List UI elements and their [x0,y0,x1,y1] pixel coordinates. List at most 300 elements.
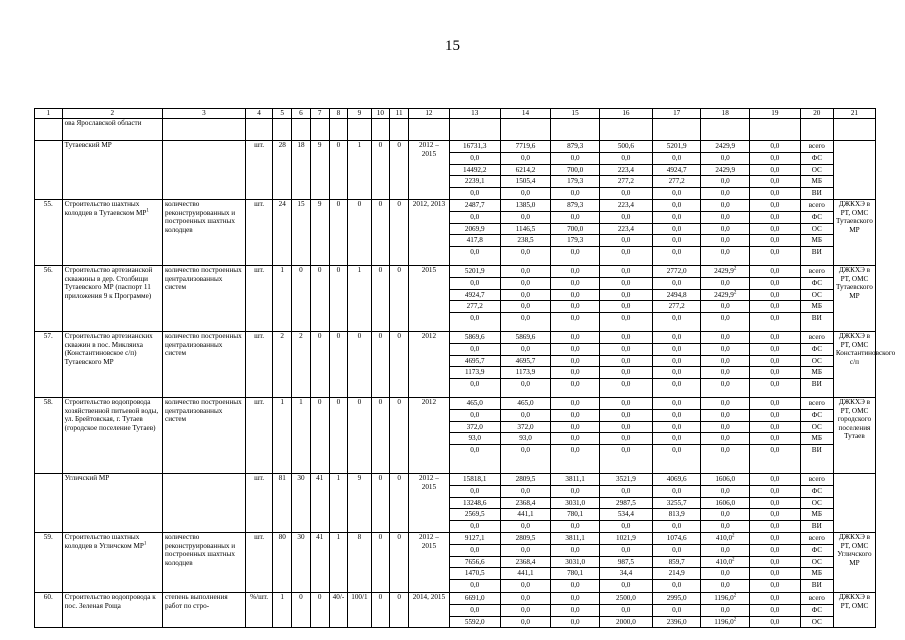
source-label: МБ [801,367,833,379]
value: 0,0 [750,332,800,344]
value: 0,0 [701,568,749,580]
cell: 0 [390,141,409,200]
value: 0,0 [701,398,749,410]
value: 0,0 [720,446,730,455]
value: 3811,1 [551,533,599,545]
value: 0,0 [570,522,580,531]
values-cell [749,532,800,592]
value: 879,3 [551,200,599,212]
value: 0,0 [570,248,580,257]
cell: количество построенных централизованных систем [163,265,246,331]
value: 2809,5 [501,533,551,545]
cell: 28 [273,141,292,200]
cell: шт. [245,532,273,592]
value: 0,0 [501,301,551,313]
header-cell: 10 [371,109,390,119]
value: 0,0 [450,153,500,165]
value: 0,0 [551,367,599,379]
values-cell [701,532,750,592]
source-label: всего [801,200,833,212]
header-cell: 20 [800,109,833,119]
source-label: всего [801,141,833,153]
value: 879,3 [551,141,599,153]
value: 0,0 [750,356,800,368]
value: 0,0 [701,486,749,498]
header-row [35,109,876,119]
value: 410,0$^2$ [701,557,749,569]
value: 2368,4 [501,498,551,510]
header-cell: 21 [833,109,875,119]
values-cell [701,265,750,331]
cell: 2012 [409,331,450,397]
value: 238,5 [501,235,551,247]
table-row [35,119,876,141]
source-label: ОС [811,617,822,626]
values-cell [749,592,800,627]
source-label: МБ [801,568,833,580]
cell: 55. [35,199,63,265]
cell [833,119,875,141]
value: 0,0 [750,290,800,302]
header-cell: 17 [652,109,701,119]
value: 0,0 [551,356,599,368]
value: 0,0 [551,422,599,434]
value: 0,0 [600,545,652,557]
value: 0,0 [521,581,530,590]
value: 0,0 [770,248,780,257]
value: 223,4 [600,200,652,212]
cell: шт. [245,331,273,397]
value: 0,0 [701,344,749,356]
value: 0,0 [750,593,800,605]
values-cell [449,331,500,397]
cell [800,119,833,141]
source-label: ОС [801,422,833,434]
value: 5869,6 [450,332,500,344]
value: 223,4 [600,165,652,177]
value: 0,0 [551,605,599,617]
value: 0,0 [750,153,800,165]
table-row [35,473,876,532]
cell: 9 [310,199,329,265]
value: 1074,6 [653,533,701,545]
value: 0,0 [750,433,800,445]
value: 0,0 [750,235,800,247]
cell: 2012, 2013 [409,199,450,265]
value: 417,8 [450,235,500,247]
value: 0,0 [621,522,631,531]
cell: 0 [390,331,409,397]
value: 0,0 [470,189,480,198]
value: 1606,0 [701,498,749,510]
cell [599,119,652,141]
cell [163,141,246,200]
header-cell: 13 [449,109,500,119]
values-cell [500,199,551,265]
source-label: ВИ [811,446,822,455]
value: 2429,9 [701,165,749,177]
values-cell [800,592,833,627]
page-number: 15 [445,38,460,54]
value: 859,7 [653,557,701,569]
executor-cell: ДЖКХЭ в РТ, ОМС [833,592,875,627]
value: 0,0 [750,498,800,510]
cell: 80 [273,532,292,592]
values-cell [652,331,701,397]
cell: 0 [371,141,390,200]
values-cell [800,331,833,397]
executor-cell [833,473,875,532]
value: 0,0 [501,410,551,422]
value: 0,0 [750,398,800,410]
source-label: ФС [801,212,833,224]
cell [749,119,800,141]
values-cell [449,397,500,473]
value: 0,0 [653,486,701,498]
value: 0,0 [720,380,730,389]
value: 1505,4 [501,176,551,188]
value: 0,0 [600,332,652,344]
value: 0,0 [501,153,551,165]
value: 534,4 [600,509,652,521]
value: 0,0 [653,398,701,410]
value: 0,0 [450,410,500,422]
value: 13248,6 [450,498,500,510]
value: 3031,0 [551,498,599,510]
cell: 0 [371,592,390,627]
value: 2494,8 [653,290,701,302]
value: 2987,5 [600,498,652,510]
value: 0,0 [470,248,480,257]
value: 0,0 [750,344,800,356]
value: 1173,9 [501,367,551,379]
table-row [35,265,876,331]
cell: 2 [292,331,311,397]
cell: 0 [348,397,371,473]
value: 0,0 [501,593,551,605]
value: 372,0 [450,422,500,434]
value: 5592,0 [464,617,485,626]
value: 0,0 [551,212,599,224]
cell: 0 [292,592,311,627]
value: 2429,9 [701,141,749,153]
value: 0,0 [701,356,749,368]
value: 0,0 [701,605,749,617]
value: 0,0 [770,380,780,389]
value: 0,0 [750,533,800,545]
cell: 0 [390,265,409,331]
value: 0,0 [750,176,800,188]
source-label: ВИ [811,189,822,198]
values-cell [800,532,833,592]
value: 0,0 [570,380,580,389]
values-cell [800,473,833,532]
value: 0,0 [750,545,800,557]
cell: 0 [371,532,390,592]
cell: 1 [273,592,292,627]
cell: 1 [348,141,371,200]
value: 3255,7 [653,498,701,510]
value: 0,0 [600,605,652,617]
value: 0,0 [653,433,701,445]
value: 3031,0 [551,557,599,569]
values-cell [551,141,600,200]
source-label: всего [801,474,833,486]
value: 93,0 [501,433,551,445]
value: 0,0 [470,581,480,590]
value: 2995,0 [653,593,701,605]
value: 0,0 [750,224,800,236]
value: 0,0 [653,422,701,434]
cell: Строительство шахтных колодцев в Угличском $МР^1$ [62,532,162,592]
cell: 59. [35,532,63,592]
value: 0,0 [521,446,530,455]
cell: 0 [390,592,409,627]
values-cell [449,532,500,592]
value: 4695,7 [450,356,500,368]
cell: 24 [273,199,292,265]
value: 1021,9 [600,533,652,545]
value: 0,0 [701,367,749,379]
value: 4695,7 [501,356,551,368]
value: 6214,2 [501,165,551,177]
program-table [34,108,896,628]
value: 0,0 [701,224,749,236]
value: 0,0 [653,278,701,290]
source-label: ВИ [811,314,822,323]
value: 0,0 [501,486,551,498]
value: 2429,9$^2$ [701,266,749,278]
cell: 15 [292,199,311,265]
value: 4069,6 [653,474,701,486]
cell: 8 [348,532,371,592]
value: 813,9 [653,509,701,521]
cell [163,473,246,532]
values-cell [800,199,833,265]
value: 0,0 [653,332,701,344]
executor-cell: ДЖКХЭ в РТ, ОМС городского поселения Тутаев [833,397,875,473]
value: 1196,0$^2$ [701,593,749,605]
value: 0,0 [600,344,652,356]
value: 0,0 [701,235,749,247]
header-cell: 16 [599,109,652,119]
value: 277,2 [450,301,500,313]
source-label: ВИ [811,248,822,257]
value: 987,5 [600,557,652,569]
values-cell [652,199,701,265]
value: 0,0 [570,189,580,198]
value: 0,0 [653,235,701,247]
values-cell [551,397,600,473]
value: 0,0 [750,212,800,224]
values-cell [749,141,800,200]
value: 0,0 [450,605,500,617]
cell: 0 [371,265,390,331]
cell: 0 [371,331,390,397]
value: 0,0 [600,235,652,247]
values-cell [701,199,750,265]
value: 0,0 [600,290,652,302]
cell: 0 [390,397,409,473]
value: 0,0 [720,581,730,590]
cell: 9 [348,473,371,532]
value: 2500,0 [600,593,652,605]
value: 0,0 [701,153,749,165]
value: 0,0 [720,189,730,198]
value: 223,4 [600,224,652,236]
cell: 40/- [329,592,348,627]
value: 0,0 [672,380,682,389]
values-cell [449,265,500,331]
value: 0,0 [770,189,780,198]
value: 4924,7 [653,165,701,177]
value: 0,0 [521,189,530,198]
value: 780,1 [551,568,599,580]
value: 0,0 [701,176,749,188]
value: 0,0 [653,200,701,212]
cell [35,119,63,141]
value: 0,0 [701,509,749,521]
value: 0,0 [450,278,500,290]
value: 16731,3 [450,141,500,153]
value: 93,0 [450,433,500,445]
values-cell [652,532,701,592]
value: 0,0 [501,545,551,557]
values-cell [500,592,551,627]
value: 0,0 [750,165,800,177]
cell: ова Ярославской области [62,119,162,141]
values-cell [652,265,701,331]
header-cell: 19 [749,109,800,119]
cell: 0 [348,331,371,397]
table-row [35,592,876,627]
cell: количество реконструированных и построенных шахтных колодцев [163,199,246,265]
values-cell [551,331,600,397]
value: 1173,9 [450,367,500,379]
source-label: ОС [801,290,833,302]
header-cell: 5 [273,109,292,119]
values-cell [500,397,551,473]
cell: 1 [329,532,348,592]
cell: 58. [35,397,63,473]
executor-cell: ДЖКХЭ в РТ, ОМС Тутаевского МР [833,199,875,265]
values-cell [599,473,652,532]
cell: 0 [371,397,390,473]
value: 0,0 [551,266,599,278]
value: 0,0 [701,200,749,212]
values-cell [551,532,600,592]
cell: 9 [310,141,329,200]
value: 0,0 [600,153,652,165]
value: 0,0 [750,141,800,153]
value: 0,0 [750,200,800,212]
values-cell [701,473,750,532]
source-label: МБ [801,301,833,313]
values-cell [749,473,800,532]
value: 0,0 [750,557,800,569]
cell: количество реконструированных и построенных шахтных колодцев [163,532,246,592]
value: 2396,0 [666,617,687,626]
value: 34,4 [600,568,652,580]
value: 5201,9 [450,266,500,278]
value: 0,0 [551,290,599,302]
cell: 1 [329,473,348,532]
values-cell [800,265,833,331]
table-row [35,532,876,592]
header-cell: 8 [329,109,348,119]
cell [35,141,63,200]
value: 1146,5 [501,224,551,236]
cell: 0 [390,532,409,592]
value: 0,0 [570,581,580,590]
value: 2429,9$^2$ [701,290,749,302]
values-cell [551,473,600,532]
value: 277,2 [653,176,701,188]
value: 465,0 [450,398,500,410]
value: 0,0 [600,356,652,368]
cell: 30 [292,473,311,532]
cell [500,119,551,141]
cell [390,119,409,141]
cell: 0 [390,473,409,532]
value: 500,6 [600,141,652,153]
source-label: ФС [801,278,833,290]
cell [310,119,329,141]
values-cell [599,592,652,627]
values-cell [551,592,600,627]
values-cell [749,331,800,397]
source-label: МБ [801,433,833,445]
value: 0,0 [551,344,599,356]
value: 0,0 [750,410,800,422]
cell [701,119,750,141]
values-cell [800,141,833,200]
cell: 0 [371,473,390,532]
values-cell [500,532,551,592]
value: 2569,5 [450,509,500,521]
value: 0,0 [672,581,682,590]
value: 441,1 [501,509,551,521]
value: 0,0 [501,344,551,356]
values-cell [500,265,551,331]
value: 0,0 [600,433,652,445]
source-label: ФС [801,605,833,617]
value: 5869,6 [501,332,551,344]
value: 0,0 [600,422,652,434]
value: 0,0 [653,344,701,356]
cell: 0 [329,141,348,200]
table-row [35,397,876,473]
cell: 2012 – 2015 [409,532,450,592]
cell: шт. [245,265,273,331]
cell [409,119,450,141]
value: 0,0 [470,522,480,531]
header-cell: 7 [310,109,329,119]
source-label: ОС [801,356,833,368]
cell: Строительство шахтных колодцев в Тутаевском $МР^1$ [62,199,162,265]
value: 0,0 [770,617,780,626]
executor-cell: ДЖКХЭ в РТ, ОМС Угличского МР [833,532,875,592]
cell: 30 [292,532,311,592]
cell: 56. [35,265,63,331]
cell: 18 [292,141,311,200]
value: 277,2 [653,301,701,313]
source-label: всего [801,266,833,278]
cell: 0 [371,199,390,265]
value: 0,0 [701,433,749,445]
value: 0,0 [750,474,800,486]
values-cell [599,265,652,331]
